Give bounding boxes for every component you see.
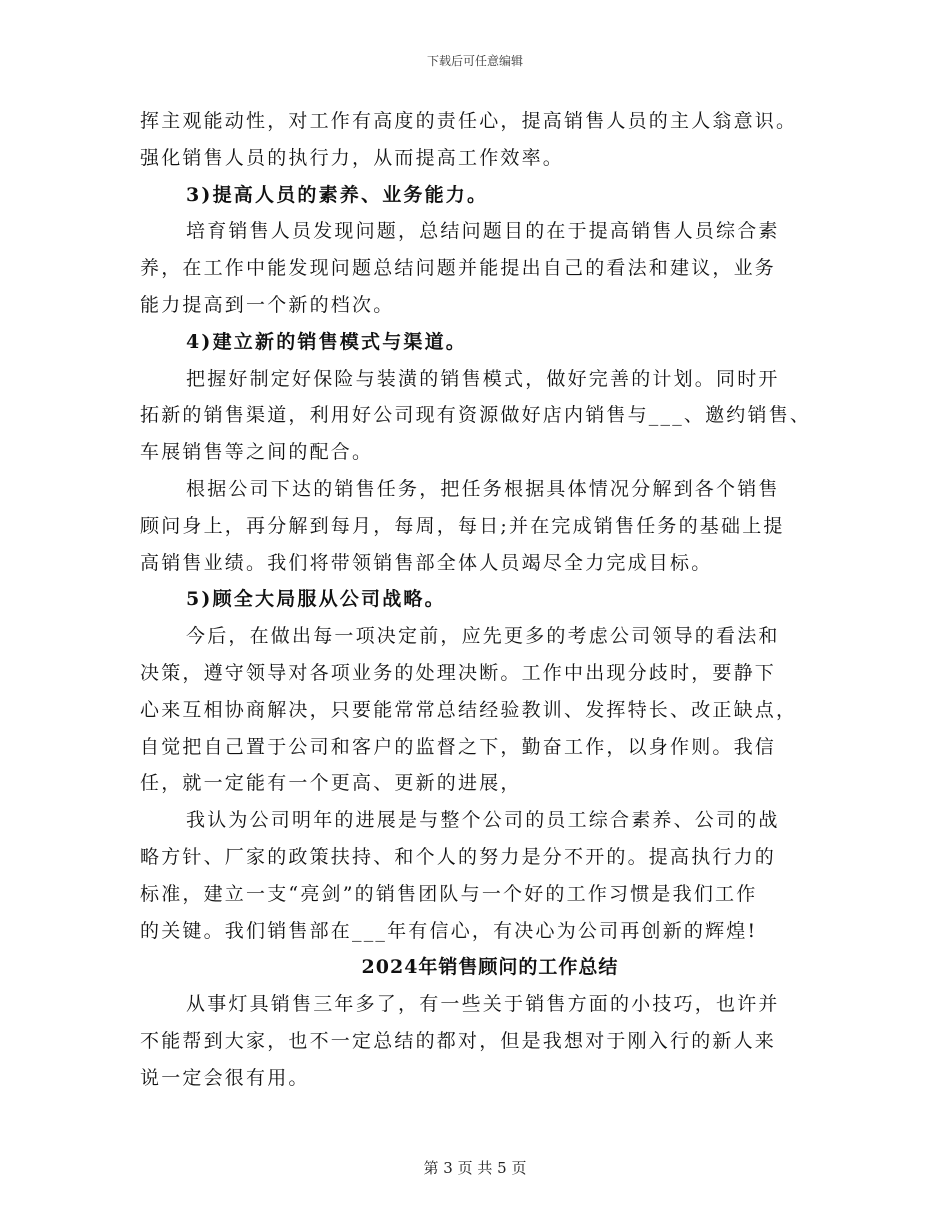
text-line: 挥主观能动性，对工作有高度的责任心，提高销售人员的主人翁意识。 — [140, 110, 798, 132]
section-heading: 5)顾全大局服从公司战略。 — [186, 588, 446, 611]
document-title: 2024年销售顾问的工作总结 — [361, 956, 619, 979]
text-line: 的关键。我们销售部在___年有信心，有决心为公司再创新的辉煌! — [140, 919, 758, 942]
text-line: 能力提高到一个新的档次。 — [140, 293, 395, 316]
section-heading: 4)建立新的销售模式与渠道。 — [186, 330, 468, 353]
page-footer: 第 3 页 共 5 页 — [423, 1159, 527, 1177]
section-heading: 3)提高人员的素养、业务能力。 — [186, 183, 489, 206]
text-line: 拓新的销售渠道，利用好公司现有资源做好店内销售与___、邀约销售、 — [140, 404, 812, 427]
text-line: 根据公司下达的销售任务，把任务根据具体情况分解到各个销售 — [186, 477, 780, 500]
text-line: 高销售业绩。我们将带领销售部全体人员竭尽全力完成目标。 — [140, 551, 713, 574]
document-body — [140, 103, 830, 1097]
text-line: 自觉把自己置于公司和客户的监督之下，勤奋工作，以身作则。我信 — [140, 735, 777, 758]
text-line: 从事灯具销售三年多了，有一些关于销售方面的小技巧，也许并 — [186, 993, 780, 1016]
text-line: 培育销售人员发现问题，总结问题目的在于提高销售人员综合素 — [186, 220, 780, 243]
text-line: 略方针、厂家的政策扶持、和个人的努力是分不开的。提高执行力的 — [140, 845, 777, 868]
text-line: 不能帮到大家，也不一定总结的都对，但是我想对于刚入行的新人来 — [140, 1029, 777, 1052]
text-line: 养，在工作中能发现问题总结问题并能提出自己的看法和建议，业务 — [140, 257, 777, 280]
text-line: 决策，遵守领导对各项业务的处理决断。工作中出现分歧时，要静下 — [140, 661, 777, 684]
text-line: 今后，在做出每一项决定前，应先更多的考虑公司领导的看法和 — [186, 625, 780, 648]
text-line: 标准，建立一支“亮剑”的销售团队与一个好的工作习惯是我们工作 — [140, 882, 758, 905]
text-line: 强化销售人员的执行力，从而提高工作效率。 — [140, 146, 565, 169]
text-line: 把握好制定好保险与装潢的销售模式，做好完善的计划。同时开 — [186, 367, 780, 390]
text-line: 车展销售等之间的配合。 — [140, 441, 374, 464]
text-line: 顾问身上，再分解到每月，每周，每日;并在完成销售任务的基础上提 — [140, 514, 785, 537]
text-line: 任，就一定能有一个更高、更新的进展， — [140, 772, 522, 795]
text-line: 我认为公司明年的进展是与整个公司的员工综合素养、公司的战 — [186, 809, 780, 832]
text-line: 心来互相协商解决，只要能常常总结经验教训、发挥特长、改正缺点， — [140, 698, 798, 721]
text-line: 说一定会很有用。 — [140, 1066, 310, 1089]
page-header: 下载后可任意编辑 — [426, 54, 523, 68]
